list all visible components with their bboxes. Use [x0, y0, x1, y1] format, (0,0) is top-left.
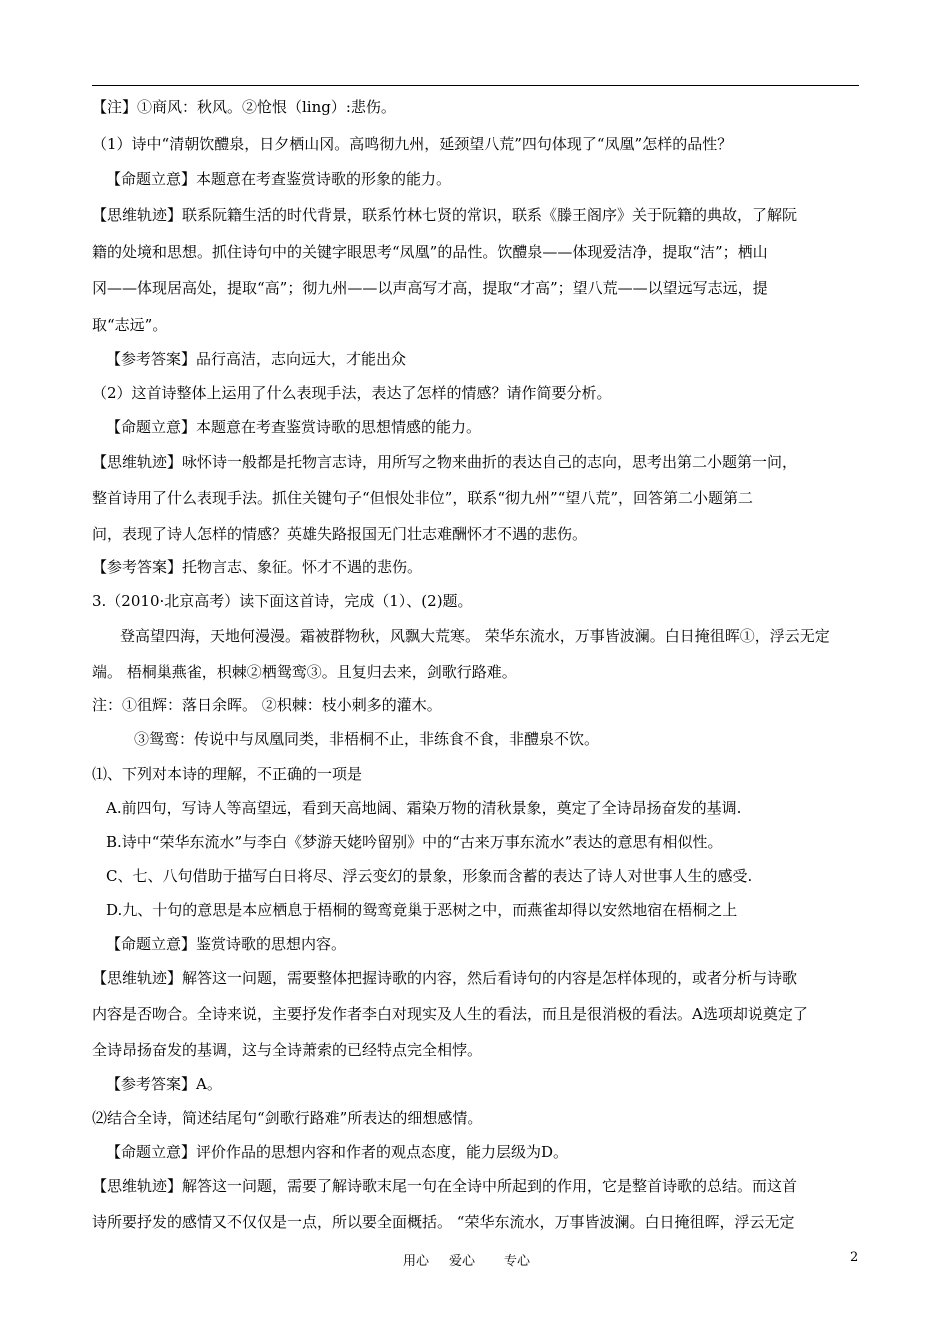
text-line: ⑴、下列对本诗的理解，不正确的一项是 [92, 765, 363, 783]
page-number: 2 [850, 1250, 859, 1265]
text-line: 内容是否吻合。全诗来说，主要抒发作者李白对现实及人生的看法，而且是很消极的看法。A选项却说奠定了 [92, 1005, 808, 1023]
text-line: 整首诗用了什么表现手法。抓住关键句子“但恨处非位”，联系“彻九州”“望八荒”，回答第二小题第二 [92, 489, 754, 507]
text-line: A.前四句，写诗人等高望远，看到天高地阔、霜染万物的清秋景象，奠定了全诗昂扬奋发的基调. [106, 799, 742, 817]
text-line: 【参考答案】托物言志、象征。怀才不遇的悲伤。 [92, 558, 423, 576]
text-line: 【命题立意】本题意在考查鉴赏诗歌的形象的能力。 [106, 170, 452, 188]
footer-text-3: 专心 [504, 1254, 531, 1269]
text-line: 登高望四海，天地何漫漫。霜被群物秋，风飘大荒寒。 荣华东流水，万事皆波澜。白日掩徂晖①，浮云无定 [120, 627, 830, 645]
text-line: 【注】①商风：秋风。②怆恨（ling）:悲伤。 [92, 98, 396, 116]
text-line: 【命题立意】本题意在考查鉴赏诗歌的思想情感的能力。 [106, 418, 482, 436]
text-line: 【思维轨迹】咏怀诗一般都是托物言志诗，用所写之物来曲折的表达自己的志向，思考出第二小题第一问， [92, 453, 798, 471]
text-line: 【思维轨迹】解答这一问题，需要整体把握诗歌的内容，然后看诗句的内容是怎样体现的，或者分析与诗歌 [92, 969, 798, 987]
text-line: 全诗昂扬奋发的基调，这与全诗萧索的已经特点完全相悖。 [92, 1041, 483, 1059]
text-line: 注：①徂辉：落日余晖。 ②枳棘：枝小刺多的灌木。 [92, 696, 442, 714]
text-line: （1）诗中“清朝饮醴泉，日夕栖山冈。高鸣彻九州，延颈望八荒”四句体现了“凤凰”怎样的品性？ [92, 135, 733, 153]
text-line: 冈——体现居高处，提取“高”；彻九州——以声高写才高，提取“才高”；望八荒——以望远写志远，提 [92, 279, 768, 297]
text-line: 诗所要抒发的感情又不仅仅是一点，所以要全面概括。 “荣华东流水，万事皆波澜。白日掩徂晖，浮云无定 [92, 1213, 795, 1231]
text-line: 问，表现了诗人怎样的情感？英雄失路报国无门壮志难酬怀才不遇的悲伤。 [92, 525, 588, 543]
text-line: （2）这首诗整体上运用了什么表现手法，表达了怎样的情感？请作简要分析。 [92, 384, 612, 402]
header-rule [92, 85, 859, 86]
text-line: 籍的处境和思想。抓住诗句中的关键字眼思考“凤凰”的品性。饮醴泉——体现爱洁净，提取“洁”；栖山 [92, 243, 768, 261]
text-line: 取“志远”。 [92, 316, 168, 334]
text-line: D.九、十句的意思是本应栖息于梧桐的鸳鸾竟巢于恶树之中，而燕雀却得以安然地宿在梧桐之上 [106, 901, 738, 919]
text-line: 3.（2010·北京高考）读下面这首诗，完成（1）、(2)题。 [92, 592, 473, 610]
text-line: 【命题立意】鉴赏诗歌的思想内容。 [106, 935, 347, 953]
text-line: 【参考答案】品行高洁，志向远大，才能出众 [106, 350, 407, 368]
footer-text-1: 用心 [403, 1254, 430, 1269]
text-line: ③鸳鸾：传说中与凤凰同类，非梧桐不止，非练食不食，非醴泉不饮。 [134, 730, 600, 748]
text-line: 端。 梧桐巢燕雀，枳棘②栖鸳鸾③。且复归去来，剑歌行路难。 [92, 663, 517, 681]
text-line: ⑵结合全诗，简述结尾句“剑歌行路难”所表达的细想感情。 [92, 1109, 483, 1127]
footer-text-2: 爱心 [449, 1254, 476, 1269]
text-line: 【思维轨迹】联系阮籍生活的时代背景，联系竹林七贤的常识，联系《滕王阁序》关于阮籍的典故，了解阮 [92, 206, 798, 224]
text-line: 【参考答案】A。 [106, 1075, 222, 1093]
text-line: 【命题立意】评价作品的思想内容和作者的观点态度，能力层级为D。 [106, 1143, 569, 1161]
text-line: C、七、八句借助于描写白日将尽、浮云变幻的景象，形象而含蓄的表达了诗人对世事人生的感受. [106, 867, 753, 885]
text-line: B.诗中“荣华东流水”与李白《梦游天姥吟留别》中的“古来万事东流水”表达的意思有相似性。 [106, 833, 723, 851]
text-line: 【思维轨迹】解答这一问题，需要了解诗歌末尾一句在全诗中所起到的作用，它是整首诗歌的总结。而这首 [92, 1177, 798, 1195]
